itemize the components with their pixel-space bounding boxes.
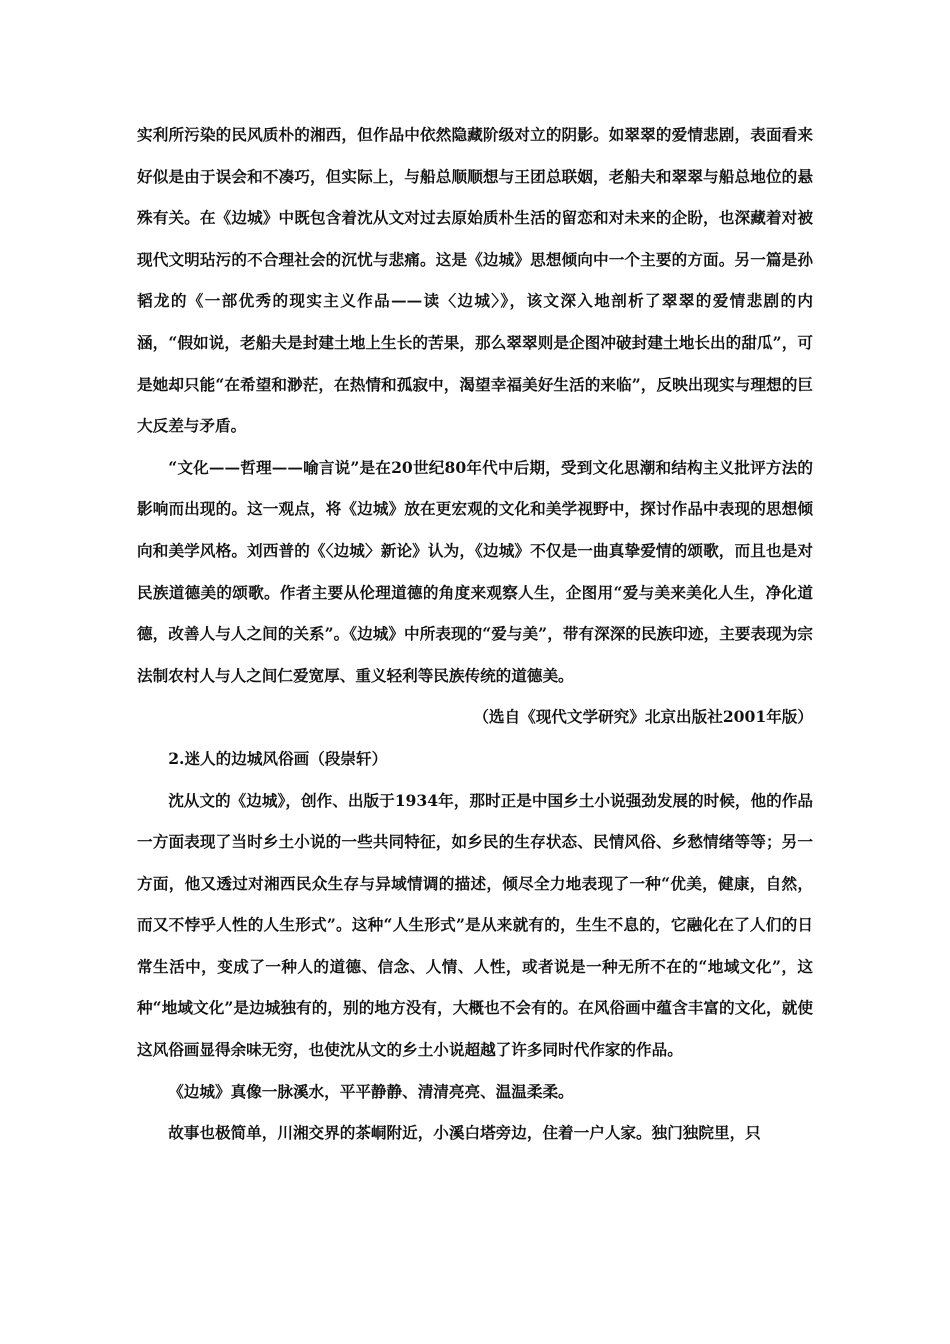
paragraph-story-intro: 故事也极简单，川湘交界的茶峒附近，小溪白塔旁边，住着一户人家。独门独院里，只	[168, 1123, 761, 1143]
paragraph-stream-metaphor: 《边城》真像一脉溪水，平平静静、清清亮亮、温温柔柔。	[168, 1081, 574, 1101]
source-citation: （选自《现代文学研究》北京出版社2001年版）	[473, 707, 813, 727]
paragraph-folk-painting: 沈从文的《边城》，创作、出版于1934年，那时正是中国乡土小说强劲发展的时候，他的作品一方面表现了当时乡土小说的一些共同特征，如乡民的生存状态、民情风俗、乡愁情绪等等；另一方面，他又透过对湘西民众生存与异域情调的描述，倾尽全力地表现了一种“优美，健康，自然，而又不悖乎人性的人生形式”。这种“人生形式”是从来就有的，生生不息的，它融化在了人们的日常生活中，变成了一种人的道德、信念、人情、人性，或者说是一种无所不在的“地域文化”，这种“地域文化”是边城独有的，别的地方没有，大概也不会有的。在风俗画中蕴含丰富的文化，就使这风俗画显得余味无穷，也使沈从文的乡土小说超越了许多同时代作家的作品。	[137, 790, 813, 1060]
paragraph-culture-philosophy: “文化——哲理——喻言说”是在20世纪80年代中后期，受到文化思潮和结构主义批评方法的影响而出现的。这一观点，将《边城》放在更宏观的文化和美学视野中，探讨作品中表现的思想倾向和美学风格。刘西普的《〈边城〉新论》认为，《边城》不仅是一曲真挚爱情的颂歌，而且也是对民族道德美的颂歌。作者主要从伦理道德的角度来观察人生，企图用“爱与美来美化人生，净化道德，改善人与人之间的关系”。《边城》中所表现的“爱与美”，带有深深的民族印迹，主要表现为宗法制农村人与人之间仁爱宽厚、重义轻利等民族传统的道德美。	[137, 457, 813, 685]
paragraph-critique-continuation: 实利所污染的民风质朴的湘西，但作品中依然隐藏阶级对立的阴影。如翠翠的爱情悲剧，表面看来好似是由于误会和不凑巧，但实际上，与船总顺顺想与王团总联姻，老船夫和翠翠与船总地位的悬殊有关。在《边城》中既包含着沈从文对过去原始质朴生活的留恋和对未来的企盼，也深藏着对被现代文明玷污的不合理社会的沉忧与悲痛。这是《边城》思想倾向中一个主要的方面。另一篇是孙韬龙的《一部优秀的现实主义作品——读〈边城〉》，该文深入地剖析了翠翠的爱情悲剧的内涵，“假如说，老船夫是封建土地上生长的苦果，那么翠翠则是企图冲破封建土地长出的甜瓜”，可是她却只能“在希望和渺茫，在热情和孤寂中，渴望幸福美好生活的来临”，反映出现实与理想的巨大反差与矛盾。	[137, 125, 813, 436]
document-page	[137, 114, 813, 1154]
section-heading: 2.迷人的边城风俗画（段崇轩）	[168, 748, 388, 768]
